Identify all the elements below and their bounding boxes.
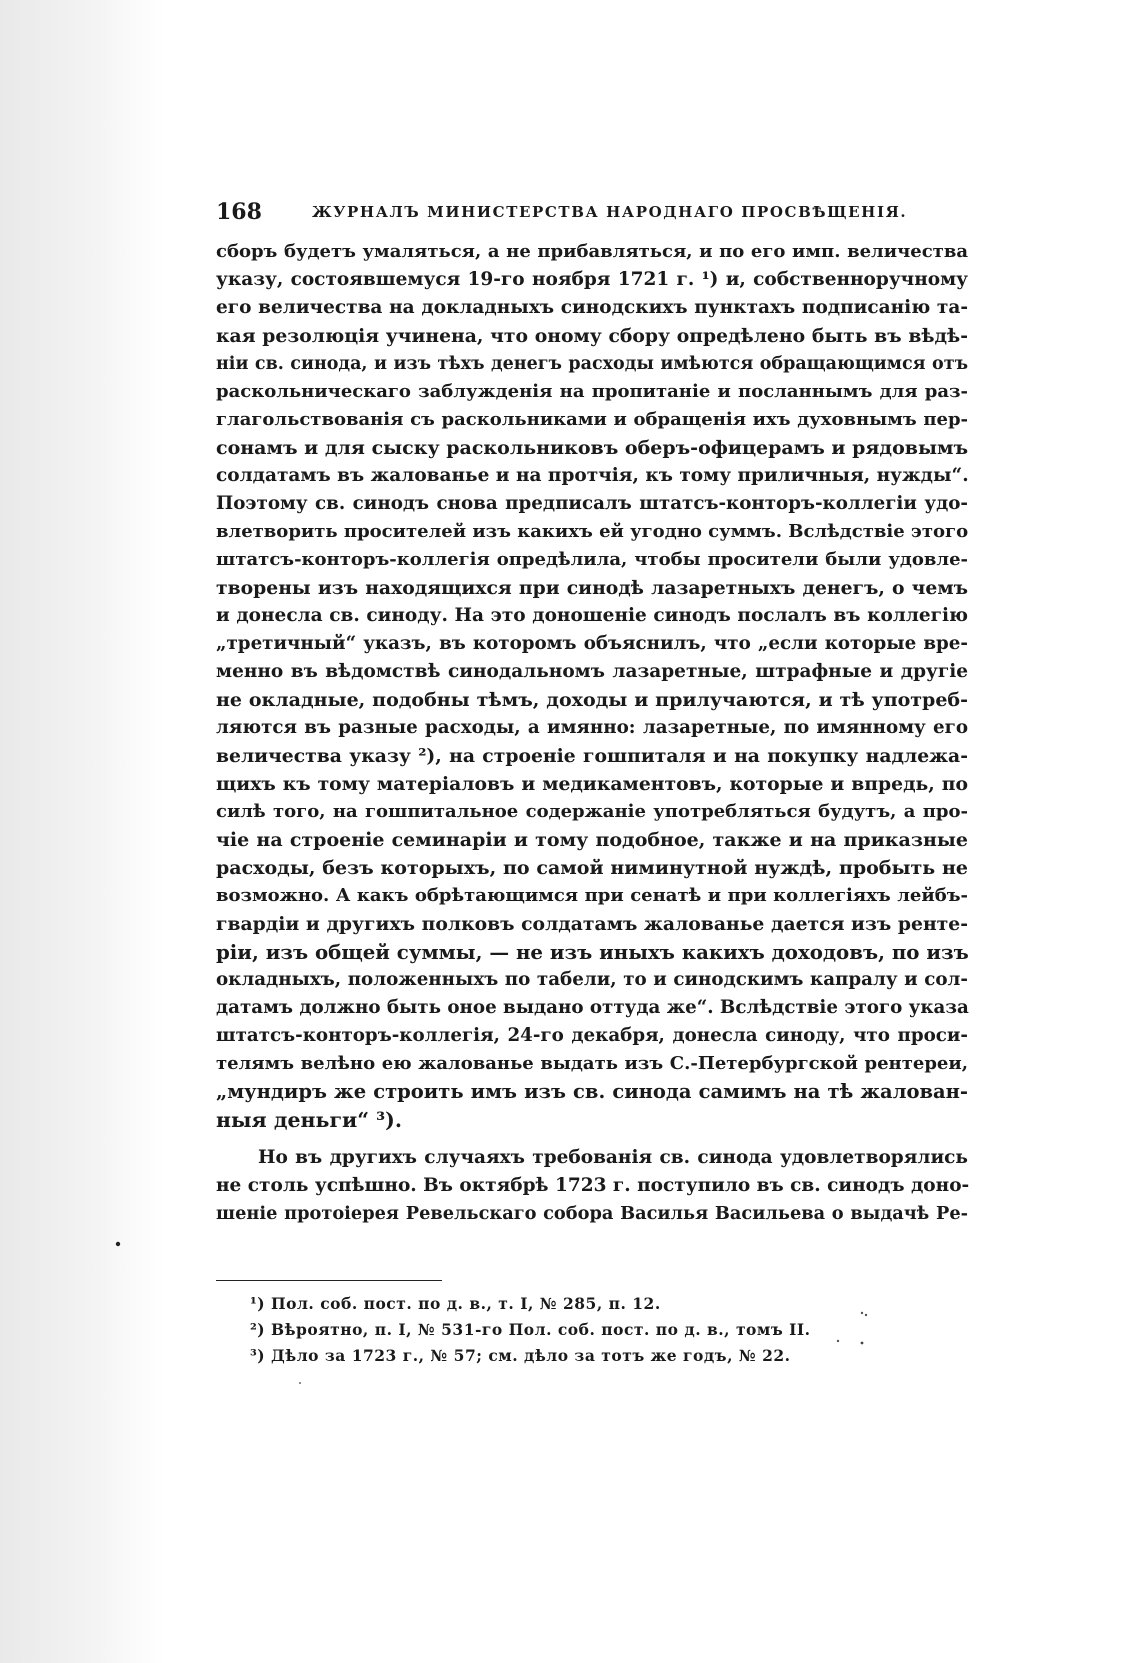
journal-title: ЖУРНАЛЪ МИНИСТЕРСТВА НАРОДНАГО ПРОСВѢЩЕНІЯ. [312, 203, 908, 221]
text-line: и донесла св. синоду. На это доношеніе синодъ послалъ въ коллегію [216, 605, 968, 626]
text-line: ныя деньги“ ³). [216, 1108, 402, 1132]
footnote-2: ²) Вѣроятно, п. I, № 531-го Пол. соб. пост. по д. в., томъ II. [250, 1320, 811, 1339]
text-line: не окладные, подобны тѣмъ, доходы и прилучаются, и тѣ употреб- [216, 689, 968, 711]
text-line: сонамъ и для сыску раскольниковъ оберъ-офицерамъ и рядовымъ [216, 437, 969, 459]
text-line: творены изъ находящихся при синодѣ лазаретныхъ денегъ, о чемъ [216, 577, 968, 599]
text-line: солдатамъ въ жалованье и на протчія, къ тому приличныя, нужды“. [216, 465, 969, 486]
text-line: силѣ того, на гошпитальное содержаніе употребляться будутъ, а про- [216, 801, 968, 822]
text-line: его величества на докладныхъ синодскихъ пунктахъ подписанію та- [216, 297, 968, 318]
text-line: сборъ будетъ умаляться, а не прибавляться, и по его имп. величества [216, 241, 968, 262]
scan-speck [837, 1340, 839, 1342]
text-line: штатсъ-конторъ-коллегія опредѣлила, чтобы просители были удовле- [216, 549, 968, 570]
text-line: не столь успѣшно. Въ октябрѣ 1723 г. поступило въ св. синодъ доно- [216, 1175, 970, 1196]
text-line: ніи св. синода, и изъ тѣхъ денегъ расходы имѣются обращающимся отъ [216, 354, 968, 374]
text-line: указу, состоявшемуся 19-го ноября 1721 г. ¹) и, собственноручному [216, 269, 968, 290]
text-line: Но въ другихъ случаяхъ требованія св. синода удовлетворялись [258, 1147, 968, 1168]
text-line: расходы, безъ которыхъ, по самой ниминутной нуждѣ, пробыть не [216, 857, 968, 879]
scan-speck [861, 1342, 864, 1345]
scan-speck [299, 1382, 301, 1384]
text-line: кая резолюція учинена, что оному сбору опредѣлено быть въ вѣдѣ- [216, 325, 968, 347]
scan-speck [116, 1242, 120, 1246]
text-line: ріи, изъ общей суммы, — не изъ иныхъ какихъ доходовъ, по изъ [216, 940, 969, 964]
footnote-1: ¹) Пол. соб. пост. по д. в., т. I, № 285, п. 12. [250, 1294, 661, 1313]
text-line: „третичный“ указъ, въ которомъ объяснилъ, что „если которые вре- [216, 633, 968, 654]
text-line: окладныхъ, положенныхъ по табели, то и синодскимъ капралу и сол- [216, 969, 968, 990]
text-line: щихъ къ тому матеріаловъ и медикаментовъ, которые и впредь, по [216, 773, 968, 795]
text-line: „мундиръ же строить имъ изъ св. синода самимъ на тѣ жалован- [216, 1080, 968, 1103]
text-line: раскольническаго заблужденія на пропитаніе и посланнымъ для раз- [216, 381, 968, 402]
scan-speck [865, 1314, 867, 1316]
text-line: влетворить просителей изъ какихъ ей угодно суммъ. Вслѣдствіе этого [216, 521, 969, 542]
text-line: менно въ вѣдомствѣ синодальномъ лазаретные, штрафные и другіе [216, 661, 968, 682]
text-line: шеніе протоіерея Ревельскаго собора Василья Васильева о выдачѣ Ре- [216, 1203, 968, 1224]
text-line: штатсъ-конторъ-коллегія, 24-го декабря, донесла синоду, что проси- [216, 1025, 968, 1046]
text-line: глагольствованія съ раскольниками и обращенія ихъ духовнымъ пер- [216, 409, 968, 430]
text-line: датамъ должно быть оное выдано оттуда же“. Вслѣдствіе этого указа [216, 997, 969, 1018]
page-number: 168 [216, 199, 262, 225]
text-line: телямъ велѣно ею жалованье выдать изъ С.-Петербургской рентереи, [216, 1053, 968, 1074]
footnote-3: ³) Дѣло за 1723 г., № 57; см. дѣло за тотъ же годъ, № 22. [250, 1346, 791, 1365]
text-line: возможно. А какъ обрѣтающимся при сенатѣ и при коллегіяхъ лейбъ- [216, 885, 968, 906]
text-line: Поэтому св. синодъ снова предписалъ штатсъ-конторъ-коллегіи удо- [216, 493, 968, 514]
text-line: ляются въ разные расходы, а имянно: лазаретные, по имянному его [216, 717, 968, 738]
text-line: гвардіи и другихъ полковъ солдатамъ жалованье дается изъ ренте- [216, 913, 968, 935]
text-line: величества указу ²), на строеніе гошпиталя и на покупку надлежа- [216, 745, 968, 767]
scan-speck [861, 1312, 863, 1314]
text-line: чіе на строеніе семинаріи и тому подобное, также и на приказные [216, 829, 968, 851]
